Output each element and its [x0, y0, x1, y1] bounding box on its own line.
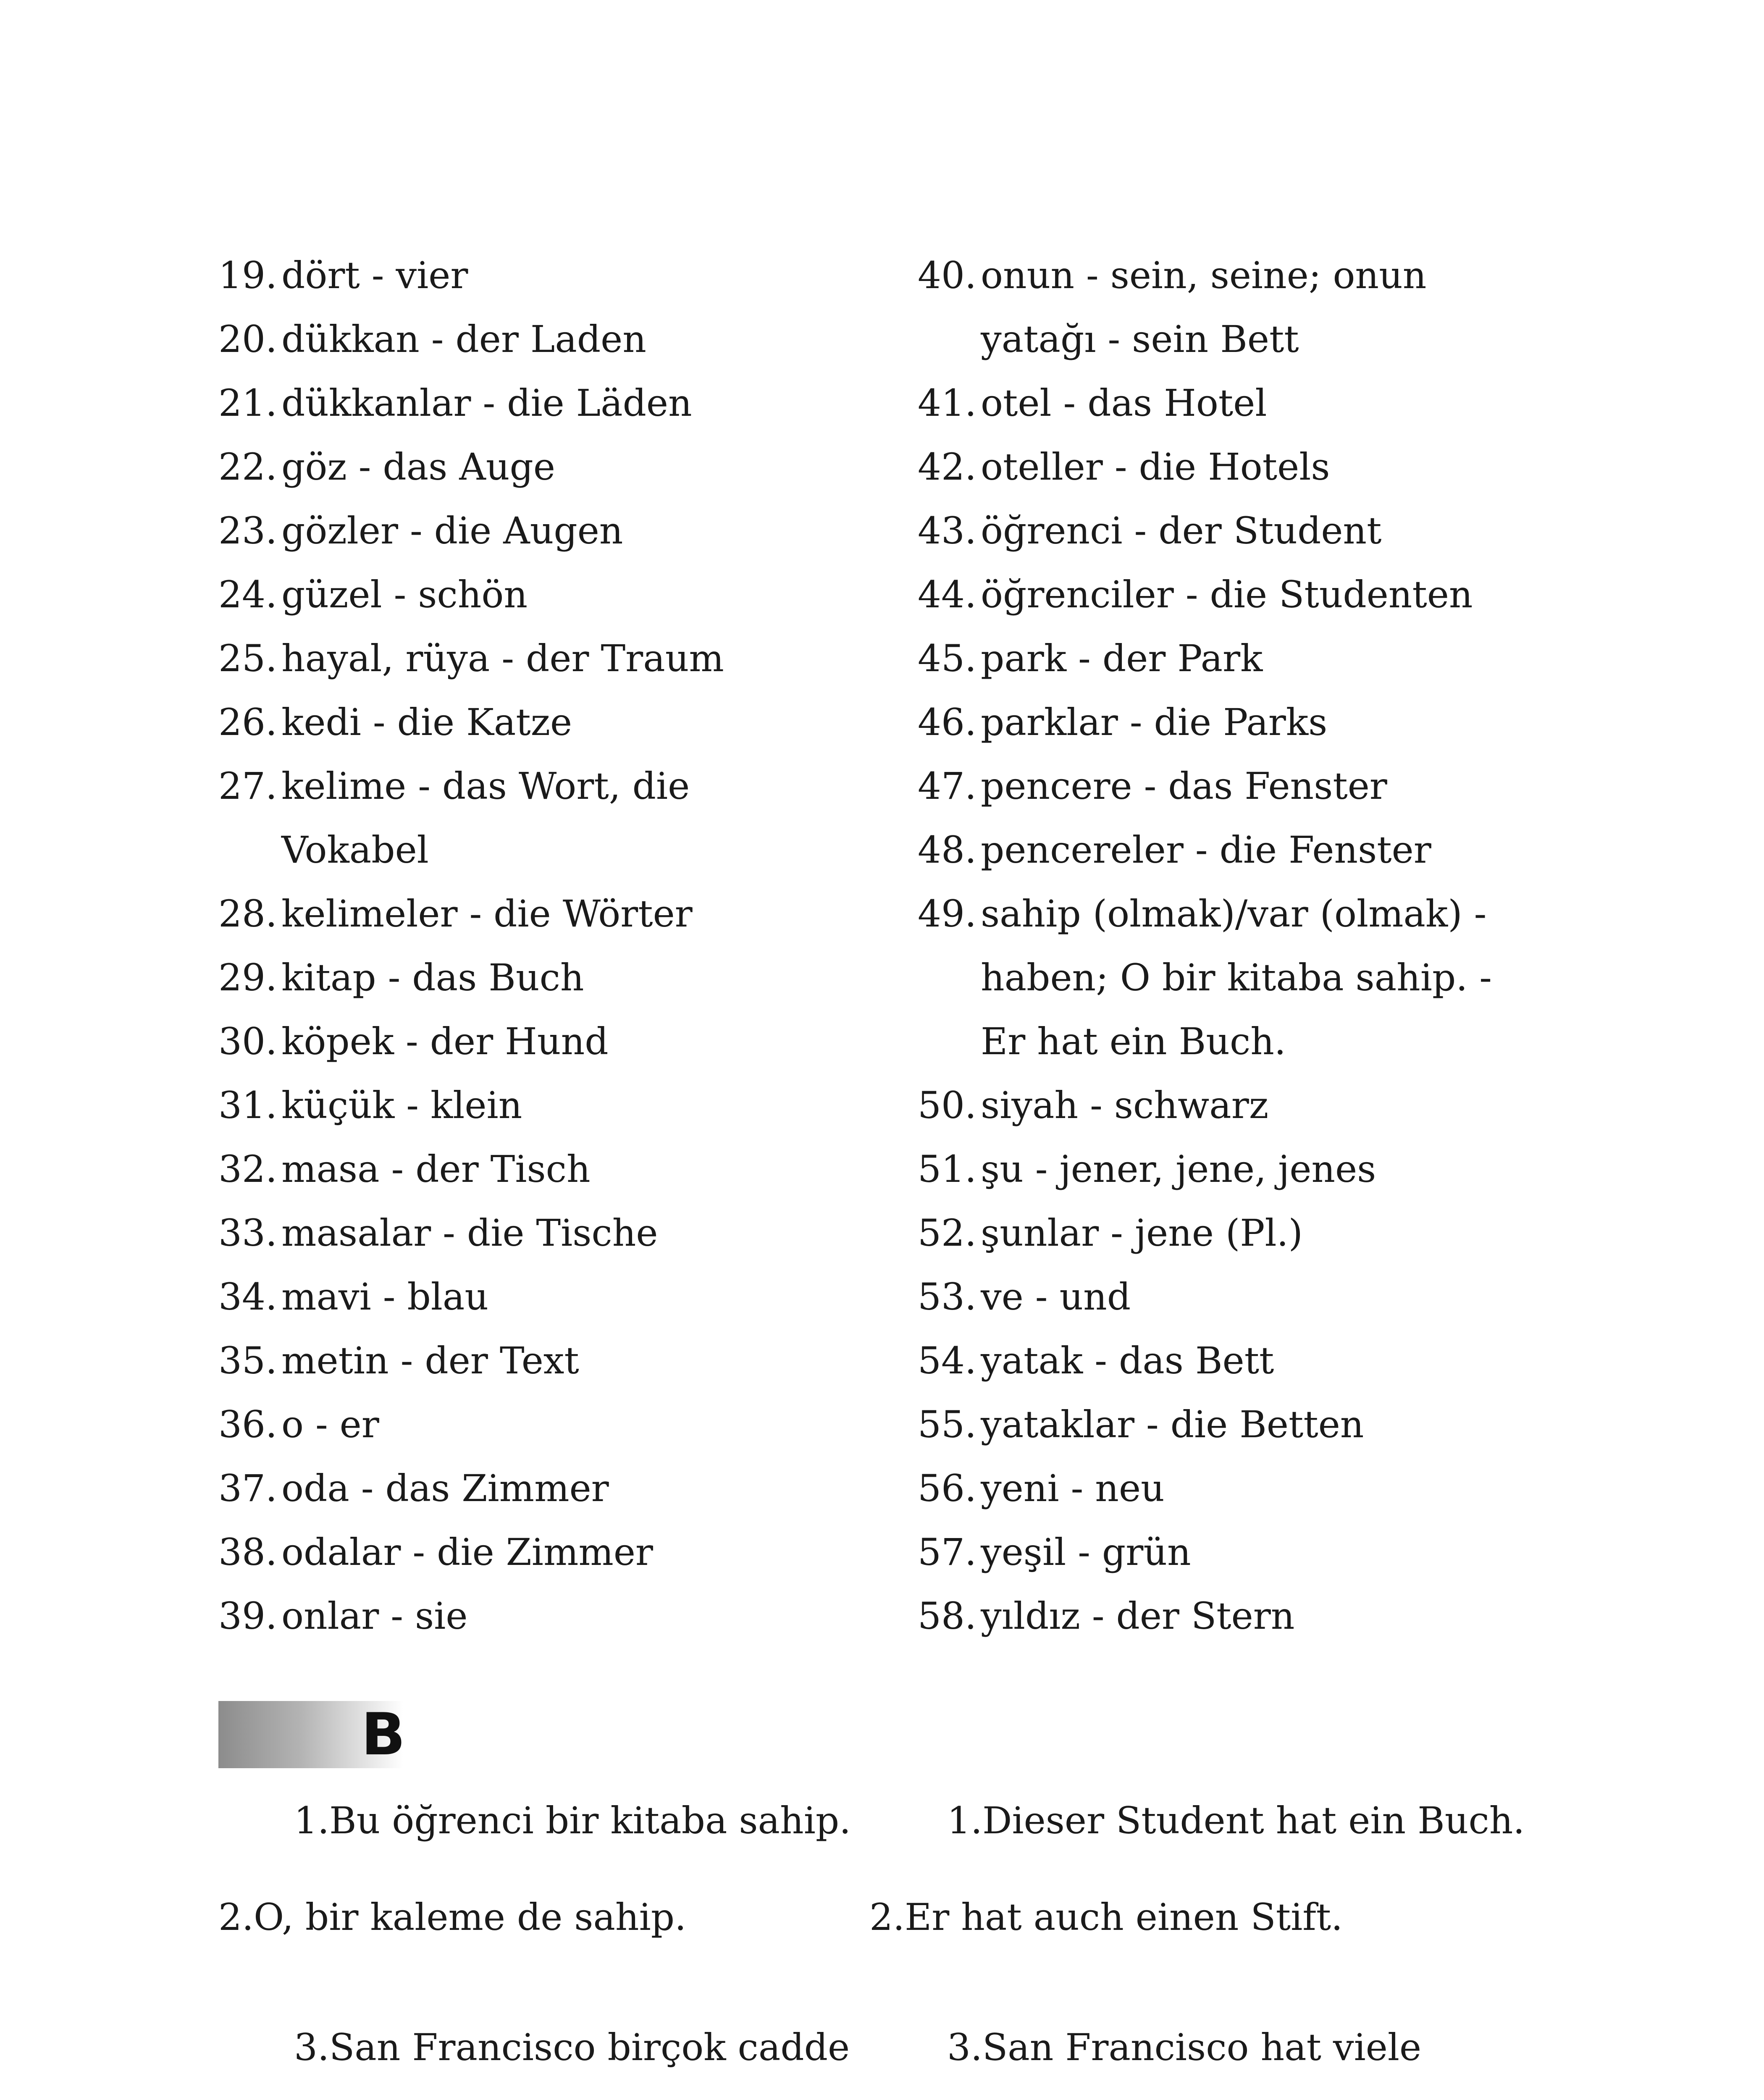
vocab-item: [918, 1393, 1548, 1457]
vocab-item: [218, 371, 848, 435]
vocab-entry: parklar - die Parks: [981, 701, 1328, 744]
vocab-entry: oda - das Zimmer: [281, 1467, 609, 1510]
vocab-number: 45.: [918, 637, 976, 680]
vocab-number: 57.: [918, 1530, 976, 1574]
exercise-turkish-line: 1.Bu öğrenci bir kitaba sahip.: [294, 1799, 851, 1842]
vocab-item: [918, 818, 1548, 882]
vocab-entry: pencereler - die Fenster: [981, 828, 1431, 872]
vocab-entry: kelimeler - die Wörter: [281, 892, 693, 935]
vocab-entry: öğrenci - der Student: [981, 509, 1382, 552]
vocab-item: [918, 499, 1548, 563]
vocab-list-left: [218, 244, 848, 1648]
vocab-entry: kelime - das Wort, die Vokabel: [281, 764, 690, 872]
vocab-entry: dükkanlar - die Läden: [281, 381, 692, 425]
section-letter: B: [361, 1701, 406, 1768]
vocab-number: 37.: [218, 1467, 277, 1510]
vocab-number: 50.: [918, 1084, 976, 1127]
vocab-number: 26.: [218, 701, 277, 744]
vocab-number: 19.: [218, 254, 277, 297]
vocab-entry: dört - vier: [281, 254, 468, 297]
vocab-entry: onlar - sie: [281, 1594, 468, 1638]
vocab-number: 51.: [918, 1147, 976, 1191]
vocab-item: [218, 244, 848, 307]
vocab-entry: mavi - blau: [281, 1275, 489, 1318]
vocab-number: 21.: [218, 381, 277, 425]
vocab-entry: şunlar - jene (Pl.): [981, 1211, 1303, 1255]
vocab-entry: yataklar - die Betten: [981, 1403, 1364, 1446]
vocab-number: 55.: [918, 1403, 976, 1446]
vocab-number: 28.: [218, 892, 277, 935]
vocab-item: [918, 435, 1548, 499]
section-header: [218, 1701, 406, 1768]
vocab-entry: onun - sein, seine; onun yatağı - sein Bett: [981, 254, 1427, 361]
vocab-entry: gözler - die Augen: [281, 509, 623, 552]
vocab-number: 35.: [218, 1339, 277, 1382]
vocab-entry: yeşil - grün: [981, 1530, 1191, 1574]
exercise-german-line: 2.Er hat auch einen Stift.: [869, 1895, 1343, 1939]
vocab-item: [918, 882, 1548, 1074]
vocab-number: 36.: [218, 1403, 277, 1446]
vocab-entry: köpek - der Hund: [281, 1020, 609, 1063]
vocab-entry: öğrenciler - die Studenten: [981, 573, 1473, 616]
vocab-number: 33.: [218, 1211, 277, 1255]
vocab-list-right: [918, 244, 1548, 1648]
vocab-entry: ve - und: [981, 1275, 1131, 1318]
vocab-number: 56.: [918, 1467, 976, 1510]
vocab-entry: masalar - die Tische: [281, 1211, 658, 1255]
vocab-entry: yatak - das Bett: [981, 1339, 1274, 1382]
vocab-item: [918, 563, 1548, 627]
vocab-entry: göz - das Auge: [281, 445, 555, 488]
vocab-item: [918, 244, 1548, 371]
vocab-item: [218, 1201, 848, 1265]
vocab-number: 20.: [218, 318, 277, 361]
vocab-entry: metin - der Text: [281, 1339, 579, 1382]
vocab-item: [218, 1520, 848, 1584]
vocab-item: [218, 882, 848, 946]
vocab-item: [218, 1584, 848, 1648]
vocab-entry: kitap - das Buch: [281, 956, 584, 999]
vocab-item: [218, 1393, 848, 1457]
vocab-number: 24.: [218, 573, 277, 616]
vocab-number: 22.: [218, 445, 277, 488]
vocab-item: [218, 1457, 848, 1520]
exercise-turkish-line: 2.O, bir kaleme de sahip.: [218, 1895, 687, 1939]
vocab-entry: yıldız - der Stern: [981, 1594, 1295, 1638]
vocab-number: 52.: [918, 1211, 976, 1255]
vocab-number: 27.: [218, 764, 277, 808]
vocab-item: [218, 1074, 848, 1137]
vocab-entry: park - der Park: [981, 637, 1263, 680]
vocab-item: [918, 754, 1548, 818]
vocab-item: [218, 627, 848, 690]
vocab-item: [918, 1201, 1548, 1265]
vocab-entry: oteller - die Hotels: [981, 445, 1330, 488]
vocab-item: [218, 1265, 848, 1329]
vocab-item: [218, 690, 848, 754]
vocab-entry: o - er: [281, 1403, 379, 1446]
vocab-item: [918, 1265, 1548, 1329]
exercise-turkish-line: 3.San Francisco birçok cadde: [294, 2026, 850, 2069]
vocab-number: 32.: [218, 1147, 277, 1191]
vocab-item: [918, 371, 1548, 435]
vocab-number: 43.: [918, 509, 976, 552]
vocab-item: [918, 1457, 1548, 1520]
vocab-entry: yeni - neu: [981, 1467, 1165, 1510]
vocab-item: [218, 499, 848, 563]
vocab-number: 48.: [918, 828, 976, 872]
vocab-number: 58.: [918, 1594, 976, 1638]
vocab-number: 46.: [918, 701, 976, 744]
vocab-entry: otel - das Hotel: [981, 381, 1267, 425]
exercise-german-line: 3.San Francisco hat viele: [947, 2026, 1422, 2069]
vocab-item: [218, 1010, 848, 1074]
vocab-item: [918, 1520, 1548, 1584]
vocab-entry: hayal, rüya - der Traum: [281, 637, 724, 680]
vocab-entry: güzel - schön: [281, 573, 528, 616]
vocab-number: 23.: [218, 509, 277, 552]
vocab-item: [918, 1329, 1548, 1393]
vocab-number: 44.: [918, 573, 976, 616]
vocab-number: 47.: [918, 764, 976, 808]
vocab-number: 30.: [218, 1020, 277, 1063]
vocab-item: [218, 435, 848, 499]
vocab-entry: kedi - die Katze: [281, 701, 572, 744]
vocab-number: 38.: [218, 1530, 277, 1574]
vocab-item: [218, 307, 848, 371]
vocab-item: [218, 1137, 848, 1201]
vocab-entry: dükkan - der Laden: [281, 318, 646, 361]
vocab-number: 39.: [218, 1594, 277, 1638]
vocab-entry: şu - jener, jene, jenes: [981, 1147, 1376, 1191]
vocab-item: [918, 1584, 1548, 1648]
vocab-item: [218, 946, 848, 1010]
vocab-number: 31.: [218, 1084, 277, 1127]
vocab-number: 25.: [218, 637, 277, 680]
vocab-number: 49.: [918, 892, 976, 935]
vocab-entry: sahip (olmak)/var (olmak) - haben; O bir kitaba sahip. - Er hat ein Buch.: [981, 892, 1492, 1063]
vocab-item: [218, 754, 848, 882]
vocab-item: [918, 1074, 1548, 1137]
vocab-item: [918, 627, 1548, 690]
vocab-entry: pencere - das Fenster: [981, 764, 1387, 808]
exercise-german-line: 1.Dieser Student hat ein Buch.: [947, 1799, 1525, 1842]
vocab-entry: masa - der Tisch: [281, 1147, 591, 1191]
vocab-entry: siyah - schwarz: [981, 1084, 1269, 1127]
vocab-number: 53.: [918, 1275, 976, 1318]
vocab-number: 42.: [918, 445, 976, 488]
vocab-item: [918, 1137, 1548, 1201]
vocab-item: [218, 563, 848, 627]
vocab-item: [218, 1329, 848, 1393]
vocab-number: 41.: [918, 381, 976, 425]
vocab-number: 29.: [218, 956, 277, 999]
vocab-number: 34.: [218, 1275, 277, 1318]
vocab-number: 40.: [918, 254, 976, 297]
vocab-item: [918, 690, 1548, 754]
vocab-number: 54.: [918, 1339, 976, 1382]
vocab-entry: odalar - die Zimmer: [281, 1530, 653, 1574]
vocab-entry: küçük - klein: [281, 1084, 522, 1127]
